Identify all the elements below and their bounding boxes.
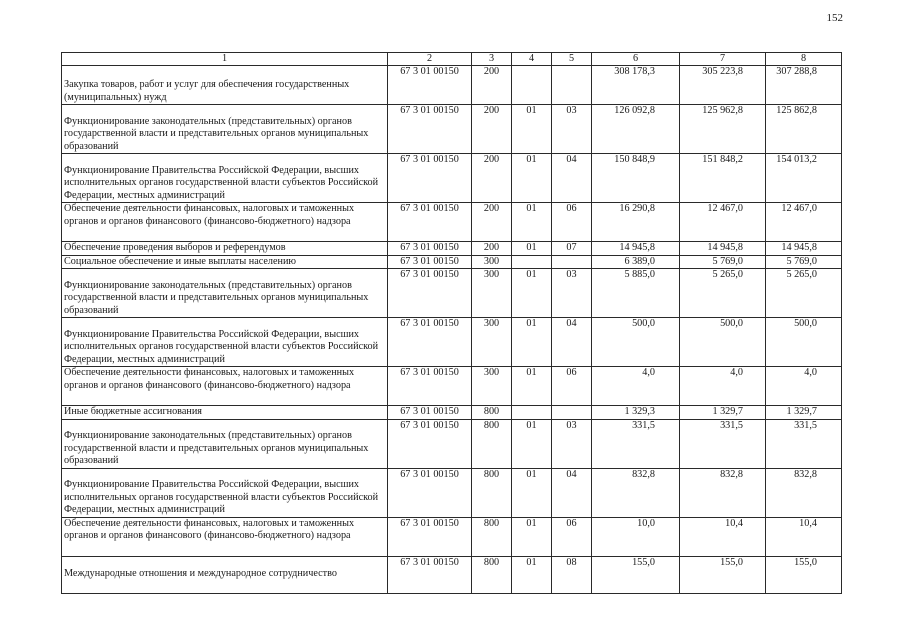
row-section: [512, 406, 552, 420]
table-row: [62, 318, 842, 367]
row-section: 01: [512, 203, 552, 242]
row-subsection: 08: [552, 556, 592, 593]
table-row: [62, 242, 842, 256]
column-header-name: 1: [62, 53, 388, 66]
row-value-year3: 500,0: [766, 318, 842, 367]
row-value-year3: 331,5: [766, 419, 842, 468]
row-value-year2: 125 962,8: [680, 105, 766, 154]
row-value-year3: 154 013,2: [766, 154, 842, 203]
row-value-year2: 832,8: [680, 468, 766, 517]
row-value-year2: 155,0: [680, 556, 766, 593]
row-expense-type: 800: [472, 468, 512, 517]
row-name: Обеспечение деятельности финансовых, налоговых и таможенных органов и органов финансового (финансово-бюджетного) надзора: [62, 367, 388, 406]
row-section: [512, 255, 552, 269]
row-value-year2: 14 945,8: [680, 242, 766, 256]
row-code: 67 3 01 00150: [388, 154, 472, 203]
row-expense-type: 300: [472, 255, 512, 269]
row-value-year2: 151 848,2: [680, 154, 766, 203]
column-header-rz: 4: [512, 53, 552, 66]
row-code: 67 3 01 00150: [388, 468, 472, 517]
row-value-year3: 155,0: [766, 556, 842, 593]
row-code: 67 3 01 00150: [388, 367, 472, 406]
row-code: 67 3 01 00150: [388, 203, 472, 242]
row-expense-type: 200: [472, 242, 512, 256]
table-row: [62, 154, 842, 203]
row-name: Функционирование Правительства Российской Федерации, высших исполнительных органов государственной власти субъектов Российской Федерации, местных администраций: [62, 318, 388, 367]
column-header-pr: 5: [552, 53, 592, 66]
row-name: Социальное обеспечение и иные выплаты населению: [62, 255, 388, 269]
row-value-year1: 331,5: [592, 419, 680, 468]
table-row: [62, 468, 842, 517]
row-value-year1: 14 945,8: [592, 242, 680, 256]
row-name: Функционирование законодательных (представительных) органов государственной власти и представительных органов муниципальных образований: [62, 105, 388, 154]
row-name: Функционирование Правительства Российской Федерации, высших исполнительных органов государственной власти субъектов Российской Федерации, местных администраций: [62, 468, 388, 517]
row-value-year3: 14 945,8: [766, 242, 842, 256]
row-code: 67 3 01 00150: [388, 517, 472, 556]
column-header-year2: 7: [680, 53, 766, 66]
row-expense-type: 300: [472, 269, 512, 318]
table-row: [62, 419, 842, 468]
row-value-year1: 500,0: [592, 318, 680, 367]
row-value-year2: 12 467,0: [680, 203, 766, 242]
row-value-year1: 5 885,0: [592, 269, 680, 318]
row-value-year3: 125 862,8: [766, 105, 842, 154]
row-name: Обеспечение проведения выборов и референдумов: [62, 242, 388, 256]
row-subsection: 03: [552, 269, 592, 318]
row-value-year1: 155,0: [592, 556, 680, 593]
row-section: 01: [512, 154, 552, 203]
row-section: 01: [512, 468, 552, 517]
row-value-year1: 150 848,9: [592, 154, 680, 203]
budget-table: [61, 52, 842, 594]
row-subsection: 06: [552, 203, 592, 242]
row-subsection: [552, 66, 592, 105]
row-value-year1: 16 290,8: [592, 203, 680, 242]
row-code: 67 3 01 00150: [388, 318, 472, 367]
row-expense-type: 200: [472, 154, 512, 203]
table-row: [62, 269, 842, 318]
row-expense-type: 800: [472, 419, 512, 468]
row-subsection: [552, 406, 592, 420]
row-value-year3: 5 265,0: [766, 269, 842, 318]
row-value-year2: 1 329,7: [680, 406, 766, 420]
column-header-year3: 8: [766, 53, 842, 66]
row-subsection: [552, 255, 592, 269]
row-value-year1: 308 178,3: [592, 66, 680, 105]
row-value-year1: 832,8: [592, 468, 680, 517]
row-value-year2: 10,4: [680, 517, 766, 556]
row-name: Обеспечение деятельности финансовых, налоговых и таможенных органов и органов финансового (финансово-бюджетного) надзора: [62, 203, 388, 242]
row-subsection: 06: [552, 367, 592, 406]
row-section: 01: [512, 105, 552, 154]
row-section: 01: [512, 419, 552, 468]
row-subsection: 07: [552, 242, 592, 256]
row-value-year2: 500,0: [680, 318, 766, 367]
row-value-year2: 5 265,0: [680, 269, 766, 318]
row-code: 67 3 01 00150: [388, 406, 472, 420]
row-name: Обеспечение деятельности финансовых, налоговых и таможенных органов и органов финансового (финансово-бюджетного) надзора: [62, 517, 388, 556]
row-name: Функционирование законодательных (представительных) органов государственной власти и представительных органов муниципальных образований: [62, 269, 388, 318]
row-value-year2: 331,5: [680, 419, 766, 468]
row-name: Международные отношения и международное сотрудничество: [62, 556, 388, 593]
row-subsection: 04: [552, 154, 592, 203]
row-section: 01: [512, 318, 552, 367]
column-header-vr: 3: [472, 53, 512, 66]
table-row: [62, 105, 842, 154]
row-expense-type: 200: [472, 105, 512, 154]
row-name: Иные бюджетные ассигнования: [62, 406, 388, 420]
row-expense-type: 300: [472, 318, 512, 367]
row-value-year3: 10,4: [766, 517, 842, 556]
table-row: [62, 517, 842, 556]
row-code: 67 3 01 00150: [388, 255, 472, 269]
row-value-year1: 1 329,3: [592, 406, 680, 420]
row-name: Функционирование законодательных (представительных) органов государственной власти и представительных органов муниципальных образований: [62, 419, 388, 468]
row-value-year3: 5 769,0: [766, 255, 842, 269]
row-value-year2: 4,0: [680, 367, 766, 406]
row-code: 67 3 01 00150: [388, 419, 472, 468]
row-value-year3: 12 467,0: [766, 203, 842, 242]
row-value-year2: 305 223,8: [680, 66, 766, 105]
row-expense-type: 800: [472, 406, 512, 420]
row-section: 01: [512, 367, 552, 406]
column-header-year1: 6: [592, 53, 680, 66]
row-section: 01: [512, 556, 552, 593]
row-code: 67 3 01 00150: [388, 66, 472, 105]
table-row: [62, 66, 842, 105]
row-section: [512, 66, 552, 105]
row-name: Функционирование Правительства Российской Федерации, высших исполнительных органов государственной власти субъектов Российской Федерации, местных администраций: [62, 154, 388, 203]
table-row: [62, 255, 842, 269]
table-row: [62, 203, 842, 242]
row-code: 67 3 01 00150: [388, 242, 472, 256]
row-value-year1: 126 092,8: [592, 105, 680, 154]
column-header-code: 2: [388, 53, 472, 66]
row-code: 67 3 01 00150: [388, 105, 472, 154]
table-row: [62, 556, 842, 593]
row-section: 01: [512, 242, 552, 256]
row-section: 01: [512, 269, 552, 318]
row-expense-type: 300: [472, 367, 512, 406]
row-value-year2: 5 769,0: [680, 255, 766, 269]
row-expense-type: 200: [472, 203, 512, 242]
row-value-year1: 6 389,0: [592, 255, 680, 269]
table-row: [62, 367, 842, 406]
row-value-year3: 1 329,7: [766, 406, 842, 420]
row-subsection: 03: [552, 105, 592, 154]
row-subsection: 04: [552, 318, 592, 367]
row-value-year3: 307 288,8: [766, 66, 842, 105]
row-section: 01: [512, 517, 552, 556]
page-number: 152: [826, 12, 843, 24]
row-value-year1: 10,0: [592, 517, 680, 556]
header-row: [62, 53, 842, 66]
row-subsection: 06: [552, 517, 592, 556]
row-expense-type: 800: [472, 556, 512, 593]
row-subsection: 04: [552, 468, 592, 517]
row-value-year3: 4,0: [766, 367, 842, 406]
row-subsection: 03: [552, 419, 592, 468]
row-expense-type: 200: [472, 66, 512, 105]
table-row: [62, 406, 842, 420]
row-value-year3: 832,8: [766, 468, 842, 517]
row-expense-type: 800: [472, 517, 512, 556]
row-name: Закупка товаров, работ и услуг для обеспечения государственных (муниципальных) нужд: [62, 66, 388, 105]
row-code: 67 3 01 00150: [388, 269, 472, 318]
row-value-year1: 4,0: [592, 367, 680, 406]
row-code: 67 3 01 00150: [388, 556, 472, 593]
